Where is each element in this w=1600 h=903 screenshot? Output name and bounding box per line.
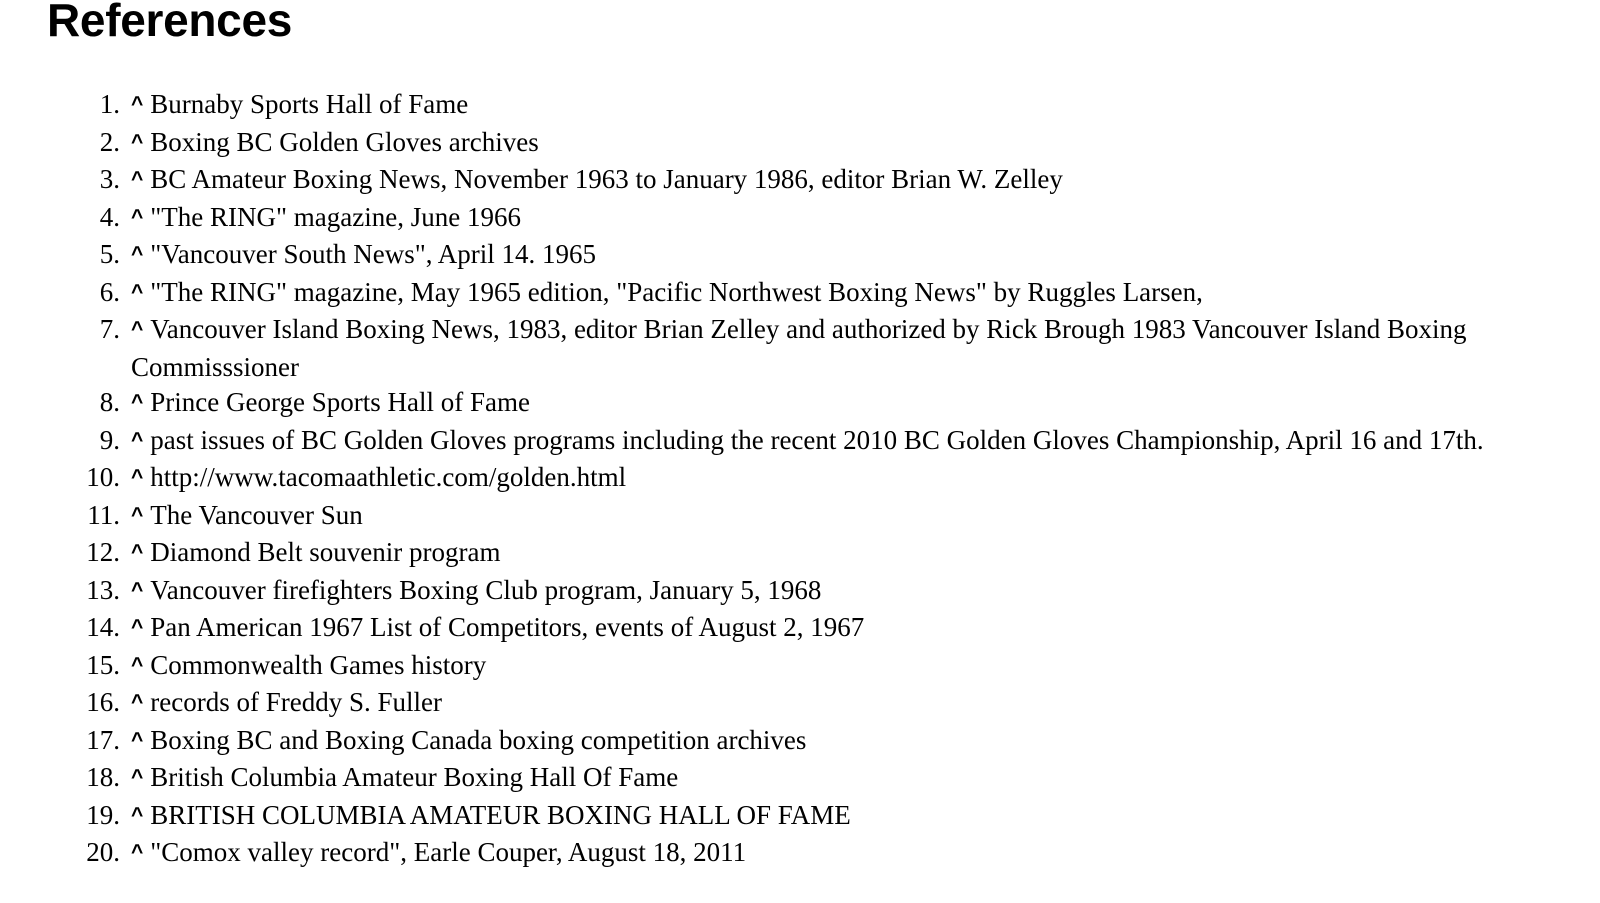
reference-item [0,312,1600,385]
reference-item [0,125,1600,163]
reference-number: 7. [99,314,120,344]
reference-text: "The RING" magazine, May 1965 edition, "Pacific Northwest Boxing News" by Ruggles Larsen, [150,276,1203,307]
reference-number: 10. [86,462,120,492]
reference-number: 20. [86,837,120,867]
reference-text: Commonwealth Games history [150,649,487,680]
reference-item [0,275,1600,313]
reference-number: 3. [99,164,120,194]
backlink-caret[interactable]: ^ [131,93,144,116]
reference-number: 16. [86,687,120,717]
reference-text: Burnaby Sports Hall of Fame [150,89,469,119]
reference-text: "The RING" magazine, June 1966 [150,201,521,232]
reference-item [0,723,1600,761]
backlink-caret[interactable]: ^ [131,168,144,191]
reference-text: records of Freddy S. Fuller [150,687,442,717]
reference-text: Pan American 1967 List of Competitors, events of August 2, 1967 [150,612,865,642]
backlink-caret[interactable]: ^ [131,841,144,864]
backlink-caret[interactable]: ^ [131,243,144,266]
reference-number: 6. [99,276,120,307]
reference-item [0,87,1600,125]
reference-text: Prince George Sports Hall of Fame [150,387,530,417]
reference-item [0,423,1600,461]
backlink-caret[interactable]: ^ [131,318,144,341]
reference-text: past issues of BC Golden Gloves programs including the recent 2010 BC Golden Gloves Championship, April 16 and 17th. [150,424,1484,455]
reference-number: 2. [99,126,120,157]
backlink-caret[interactable]: ^ [131,130,144,154]
reference-text: British Columbia Amateur Boxing Hall Of Fame [150,762,679,792]
backlink-caret[interactable]: ^ [131,578,144,602]
backlink-caret[interactable]: ^ [131,541,144,564]
reference-number: 14. [86,612,120,642]
reference-number: 11. [87,499,120,530]
reference-text: BC Amateur Boxing News, November 1963 to January 1986, editor Brian W. Zelley [150,164,1063,194]
reference-number: 4. [99,201,120,232]
backlink-caret[interactable]: ^ [131,766,144,789]
reference-item [0,573,1600,611]
reference-item [0,498,1600,536]
reference-item [0,798,1600,836]
reference-item [0,200,1600,238]
reference-item [0,648,1600,686]
backlink-caret[interactable]: ^ [131,616,144,639]
backlink-caret[interactable]: ^ [131,728,144,752]
reference-text: Diamond Belt souvenir program [150,537,501,567]
reference-item [0,385,1600,423]
reference-number: 18. [86,762,120,792]
backlink-caret[interactable]: ^ [131,205,144,229]
reference-text: Vancouver Island Boxing News, 1983, editor Brian Zelley and authorized by Rick Brough 1983 Vancouver Island Boxing Commisssioner [131,314,1467,382]
reference-item [0,535,1600,573]
backlink-caret[interactable]: ^ [131,691,144,714]
backlink-caret[interactable]: ^ [131,803,144,827]
reference-number: 15. [86,649,120,680]
reference-number: 8. [99,387,120,417]
reference-item [0,610,1600,648]
reference-number: 19. [86,799,120,830]
backlink-caret[interactable]: ^ [131,280,144,304]
reference-item [0,685,1600,723]
page-title: References [47,0,293,46]
reference-item [0,162,1600,200]
backlink-caret[interactable]: ^ [131,503,144,527]
reference-text: Boxing BC Golden Gloves archives [150,126,539,157]
reference-text: BRITISH COLUMBIA AMATEUR BOXING HALL OF FAME [150,799,851,830]
reference-text: "Vancouver South News", April 14. 1965 [150,239,597,269]
reference-text: Vancouver firefighters Boxing Club program, January 5, 1968 [150,574,822,605]
reference-number: 1. [99,89,120,119]
reference-text: The Vancouver Sun [150,499,363,530]
backlink-caret[interactable]: ^ [131,653,144,677]
reference-item [0,460,1600,498]
reference-item [0,760,1600,798]
backlink-caret[interactable]: ^ [131,428,144,452]
reference-number: 17. [86,724,120,755]
reference-number: 9. [99,424,120,455]
backlink-caret[interactable]: ^ [131,391,144,414]
reference-item [0,237,1600,275]
reference-number: 5. [99,239,120,269]
reference-item [0,835,1600,873]
reference-number: 12. [86,537,120,567]
reference-number: 13. [86,574,120,605]
backlink-caret[interactable]: ^ [131,466,144,489]
reference-text: "Comox valley record", Earle Couper, August 18, 2011 [150,837,747,867]
reference-text: http://www.tacomaathletic.com/golden.html [150,462,627,492]
reference-list [0,87,1600,873]
reference-text: Boxing BC and Boxing Canada boxing competition archives [150,724,807,755]
